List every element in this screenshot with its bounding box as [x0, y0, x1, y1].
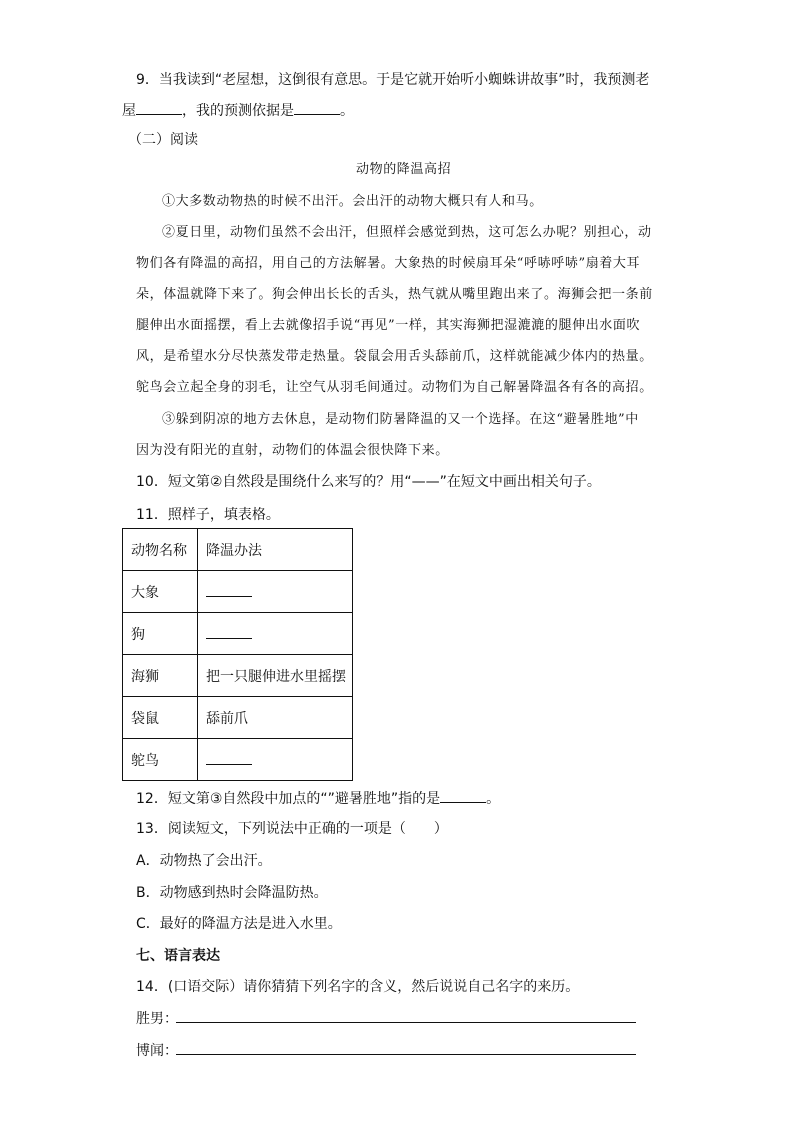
option-b[interactable]: B．动物感到热时会降温防热。 [136, 885, 328, 901]
option-c[interactable]: C．最好的降温方法是进入水里。 [136, 916, 342, 932]
table-cell-animal: 狗 [123, 613, 198, 655]
table-header-method: 降温办法 [198, 529, 353, 571]
question-10: 10．短文第②自然段是围绕什么来写的？用“——”在短文中画出相关句子。 [136, 474, 601, 490]
cooling-methods-table [122, 528, 353, 781]
question-12 [136, 788, 500, 809]
section-2-label: （二）阅读 [128, 132, 198, 148]
passage-paragraph-2-line: 朵，体温就降下来了。狗会伸出长长的舌头，热气就从嘴里跑出来了。海狮会把一条前 [136, 287, 653, 302]
passage-paragraph-2-line: 鸵鸟会立起全身的羽毛，让空气从羽毛间通过。动物们为自己解暑降温各有各的高招。 [136, 380, 653, 395]
table-cell-animal: 大象 [123, 571, 198, 613]
q12-text-a: 12．短文第③自然段中加点的“”避暑胜地”指的是 [136, 791, 441, 807]
answer-line-bowen[interactable] [176, 1054, 636, 1055]
name-label-shengnan: 胜男： [136, 1011, 178, 1027]
question-11: 11．照样子，填表格。 [136, 507, 280, 523]
table-cell-method: 舔前爪 [198, 697, 353, 739]
table-answer-blank[interactable] [206, 750, 252, 765]
table-row [123, 739, 353, 781]
passage-paragraph-2-line: 腿伸出水面摇摆，看上去就像招手说“再见”一样，其实海狮把湿漉漉的腿伸出水面吹 [136, 318, 641, 333]
table-cell-animal: 海狮 [123, 655, 198, 697]
table-cell-method[interactable] [198, 739, 353, 781]
answer-line-shengnan[interactable] [176, 1022, 636, 1023]
option-a[interactable]: A．动物热了会出汗。 [136, 853, 272, 869]
table-answer-blank[interactable] [206, 624, 252, 639]
passage-paragraph-1: ①大多数动物热的时候不出汗。会出汗的动物大概只有人和马。 [162, 194, 543, 209]
table-cell-animal: 袋鼠 [123, 697, 198, 739]
q9-text-a: 屋 [122, 103, 136, 119]
table-answer-blank[interactable] [206, 582, 252, 597]
table-row [123, 697, 353, 739]
q9-text-c: 。 [340, 103, 354, 119]
question-9-line-2 [122, 100, 354, 121]
q9-blank-2[interactable] [294, 100, 340, 115]
table-row [123, 571, 353, 613]
name-label-bowen: 博闻： [136, 1043, 178, 1059]
table-row [123, 655, 353, 697]
table-header-animal: 动物名称 [123, 529, 198, 571]
passage-paragraph-3-line: ③躲到阴凉的地方去休息，是动物们防暑降温的又一个选择。在这“避暑胜地”中 [162, 412, 639, 427]
question-14: 14．(口语交际）请你猜猜下列名字的含义，然后说说自己名字的来历。 [136, 979, 580, 995]
passage-title: 动物的降温高招 [356, 162, 452, 177]
passage-paragraph-2-line: 风，是希望水分尽快蒸发带走热量。袋鼠会用舌头舔前爪，这样就能减少体内的热量。 [136, 349, 653, 364]
section-7-label: 七、语言表达 [136, 948, 220, 964]
table-cell-method: 把一只腿伸进水里摇摆 [198, 655, 353, 697]
table-cell-animal: 鸵鸟 [123, 739, 198, 781]
question-13: 13．阅读短文，下列说法中正确的一项是（ ） [136, 821, 448, 837]
passage-paragraph-2-line: 物们各有降温的高招，用自己的方法解暑。大象热的时候扇耳朵“呼哧呼哧”扇着大耳 [136, 256, 641, 271]
q12-blank[interactable] [440, 788, 486, 803]
question-9-line-1: 9．当我读到“老屋想，这倒很有意思。于是它就开始听小蜘蛛讲故事”时，我预测老 [136, 72, 650, 88]
table-cell-method[interactable] [198, 571, 353, 613]
q12-text-b: 。 [486, 791, 501, 807]
passage-paragraph-2-line: ②夏日里，动物们虽然不会出汗，但照样会感觉到热，这可怎么办呢？别担心，动 [162, 225, 652, 240]
passage-paragraph-3-line: 因为没有阳光的直射，动物们的体温会很快降下来。 [136, 443, 449, 458]
table-header-row [123, 529, 353, 571]
table-cell-method[interactable] [198, 613, 353, 655]
q9-blank-1[interactable] [136, 100, 182, 115]
q9-text-b: ，我的预测依据是 [182, 103, 294, 119]
table-row [123, 613, 353, 655]
